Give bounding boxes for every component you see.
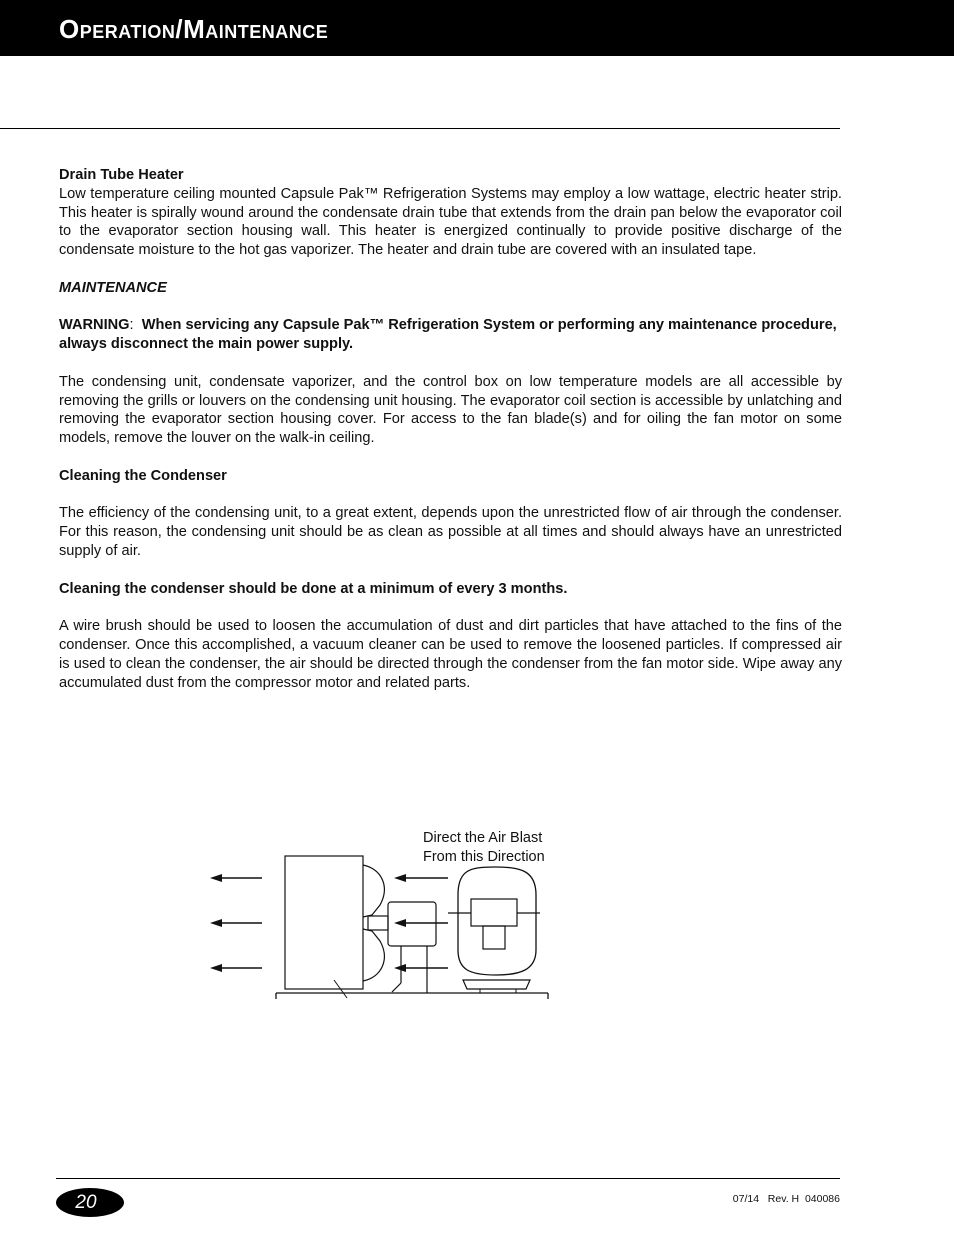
compressor-terminal-stem bbox=[483, 926, 505, 949]
exhaust-arrow-3-head bbox=[210, 964, 222, 972]
maintenance-heading: MAINTENANCE bbox=[59, 279, 167, 296]
top-divider bbox=[0, 128, 840, 129]
spacer bbox=[59, 354, 842, 373]
revision-code: 07/14 Rev. H 040086 bbox=[732, 1193, 840, 1205]
spacer bbox=[59, 598, 842, 617]
condenser-cleaning-diagram bbox=[200, 825, 560, 1005]
intake-arrow-3-head bbox=[394, 964, 406, 972]
warning-text: When servicing any Capsule Pak™ Refrigeration System or performing any maintenance procedure, always disconnect the main power supply. bbox=[59, 317, 837, 353]
fan-blade-upper bbox=[363, 865, 384, 917]
air-blast-caption bbox=[423, 829, 545, 867]
fan-motor bbox=[388, 902, 436, 946]
page-title: Operation/Maintenance bbox=[59, 14, 329, 44]
page-number-badge bbox=[56, 1188, 124, 1217]
condenser-efficiency-paragraph: The efficiency of the condensing unit, to a great extent, depends upon the unrestricted flow of air through the condenser. For this reason, the condensing unit should be as clean as possible at all times and should always have an unrestricted supply of air. bbox=[59, 505, 842, 559]
warning-separator: : bbox=[129, 317, 142, 334]
page-number: 20 bbox=[75, 1192, 97, 1213]
spacer bbox=[59, 260, 842, 279]
compressor-base bbox=[463, 980, 530, 989]
air-blast-caption-line-2: From this Direction bbox=[423, 849, 545, 865]
drain-tube-heater-text: Low temperature ceiling mounted Capsule Pak™ Refrigeration Systems may employ a low wattage, electric heater strip. This heater is spirally wound around the condensate drain tube that extends from the drain pan below the evaporator coil to the evaporator section housing wall. This heater is energized continually to provide positive discharge of the condensate moisture to the hot gas vaporizer. The heater and drain tube are covered with an insulated tape. bbox=[59, 185, 842, 259]
spacer bbox=[59, 298, 842, 317]
bottom-divider bbox=[56, 1178, 840, 1179]
condenser-coil bbox=[285, 856, 363, 989]
spacer bbox=[59, 561, 842, 580]
wire-brush-paragraph: A wire brush should be used to loosen the accumulation of dust and dirt particles that have attached to the fins of the condenser. Once this accomplished, a vacuum cleaner can be used to remove the loosened particles. If compressed air is used to clean the condenser, the air should be directed through the condenser from the fan motor side. Wipe away any accumulated dust from the compressor motor and related parts. bbox=[59, 618, 842, 691]
main-content bbox=[59, 166, 842, 692]
header-bar bbox=[0, 0, 954, 56]
access-paragraph: The condensing unit, condensate vaporizer, and the control box on low temperature models are all accessible by removing the grills or louvers on the condensing unit housing. The evaporator coil section is accessible by unlatching and removing the evaporator section housing cover. For access to the fan blade(s) and for oiling the fan motor on some models, remove the louver on the walk-in ceiling. bbox=[59, 373, 842, 447]
spacer bbox=[59, 486, 842, 505]
warning-label: WARNING bbox=[59, 317, 130, 334]
intake-arrow-1-head bbox=[394, 874, 406, 882]
fan-blade-lower bbox=[363, 929, 384, 981]
intake-arrow-2-head bbox=[394, 919, 406, 927]
cleaning-condenser-heading: Cleaning the Condenser bbox=[59, 467, 227, 484]
spacer bbox=[59, 448, 842, 467]
air-blast-caption-line-1: Direct the Air Blast bbox=[423, 830, 543, 846]
exhaust-arrow-2-head bbox=[210, 919, 222, 927]
compressor-terminal-box bbox=[471, 899, 517, 926]
fan-hub bbox=[368, 916, 388, 930]
exhaust-arrow-1-head bbox=[210, 874, 222, 882]
drain-tube-heater-heading: Drain Tube Heater bbox=[59, 167, 184, 183]
cleaning-frequency-note: Cleaning the condenser should be done at a minimum of every 3 months. bbox=[59, 580, 568, 597]
warning-paragraph bbox=[59, 316, 842, 354]
